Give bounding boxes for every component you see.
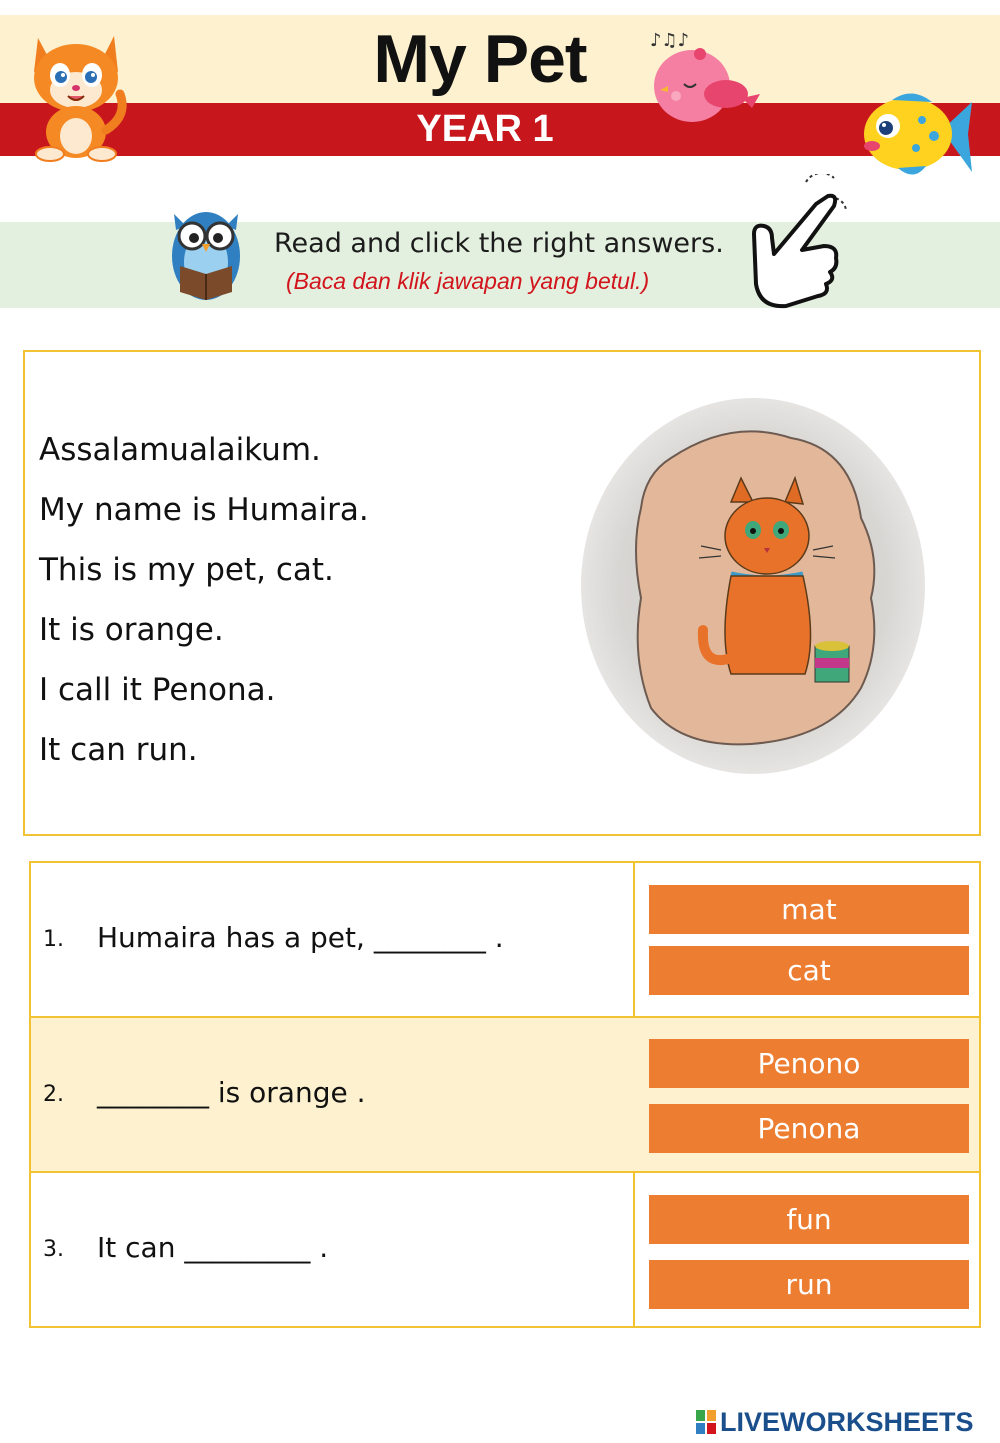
passage-line: It is orange. — [39, 612, 224, 648]
answer-option-penono[interactable]: Penono — [649, 1039, 969, 1088]
liveworksheets-logo-icon — [696, 1410, 716, 1434]
answer-option-mat[interactable]: mat — [649, 885, 969, 934]
owl-reading-icon — [166, 200, 246, 304]
question-text: Humaira has a pet, ________ . — [97, 921, 504, 954]
answer-option-cat[interactable]: cat — [649, 946, 969, 995]
cat-drawing-illustration — [581, 398, 925, 774]
cat-drawing-photo — [581, 398, 925, 774]
passage-line: Assalamualaikum. — [39, 432, 321, 468]
question-text: It can _________ . — [97, 1231, 329, 1264]
question-number: 1. — [43, 927, 64, 952]
passage-line: It can run. — [39, 732, 198, 768]
reading-passage — [23, 350, 981, 836]
passage-line: I call it Penona. — [39, 672, 276, 708]
question-number: 2. — [43, 1082, 64, 1107]
cartoon-bird-icon — [646, 24, 762, 128]
question-text: ________ is orange . — [97, 1076, 366, 1109]
page-title: My Pet — [373, 21, 587, 97]
question-row-2 — [31, 1018, 979, 1173]
answer-option-fun[interactable]: fun — [649, 1195, 969, 1244]
answer-option-run[interactable]: run — [649, 1260, 969, 1309]
passage-line: My name is Humaira. — [39, 492, 369, 528]
questions-table — [29, 861, 981, 1328]
instruction-text: Read and click the right answers. — [274, 228, 724, 259]
liveworksheets-logo — [696, 1404, 974, 1440]
answer-option-penona[interactable]: Penona — [649, 1104, 969, 1153]
question-row-1 — [31, 863, 979, 1018]
page-subtitle: YEAR 1 — [416, 108, 554, 150]
cartoon-fish-icon — [858, 86, 974, 182]
logo-text: LIVEWORKSHEETS — [720, 1406, 974, 1437]
question-number: 3. — [43, 1237, 64, 1262]
question-row-3 — [31, 1173, 979, 1328]
passage-line: This is my pet, cat. — [39, 552, 334, 588]
instruction-translation: (Baca dan klik jawapan yang betul.) — [286, 268, 650, 294]
cartoon-cat-icon — [20, 20, 132, 162]
svg-text:♪♫♪: ♪♫♪ — [650, 30, 690, 51]
pointing-hand-icon — [746, 174, 858, 314]
